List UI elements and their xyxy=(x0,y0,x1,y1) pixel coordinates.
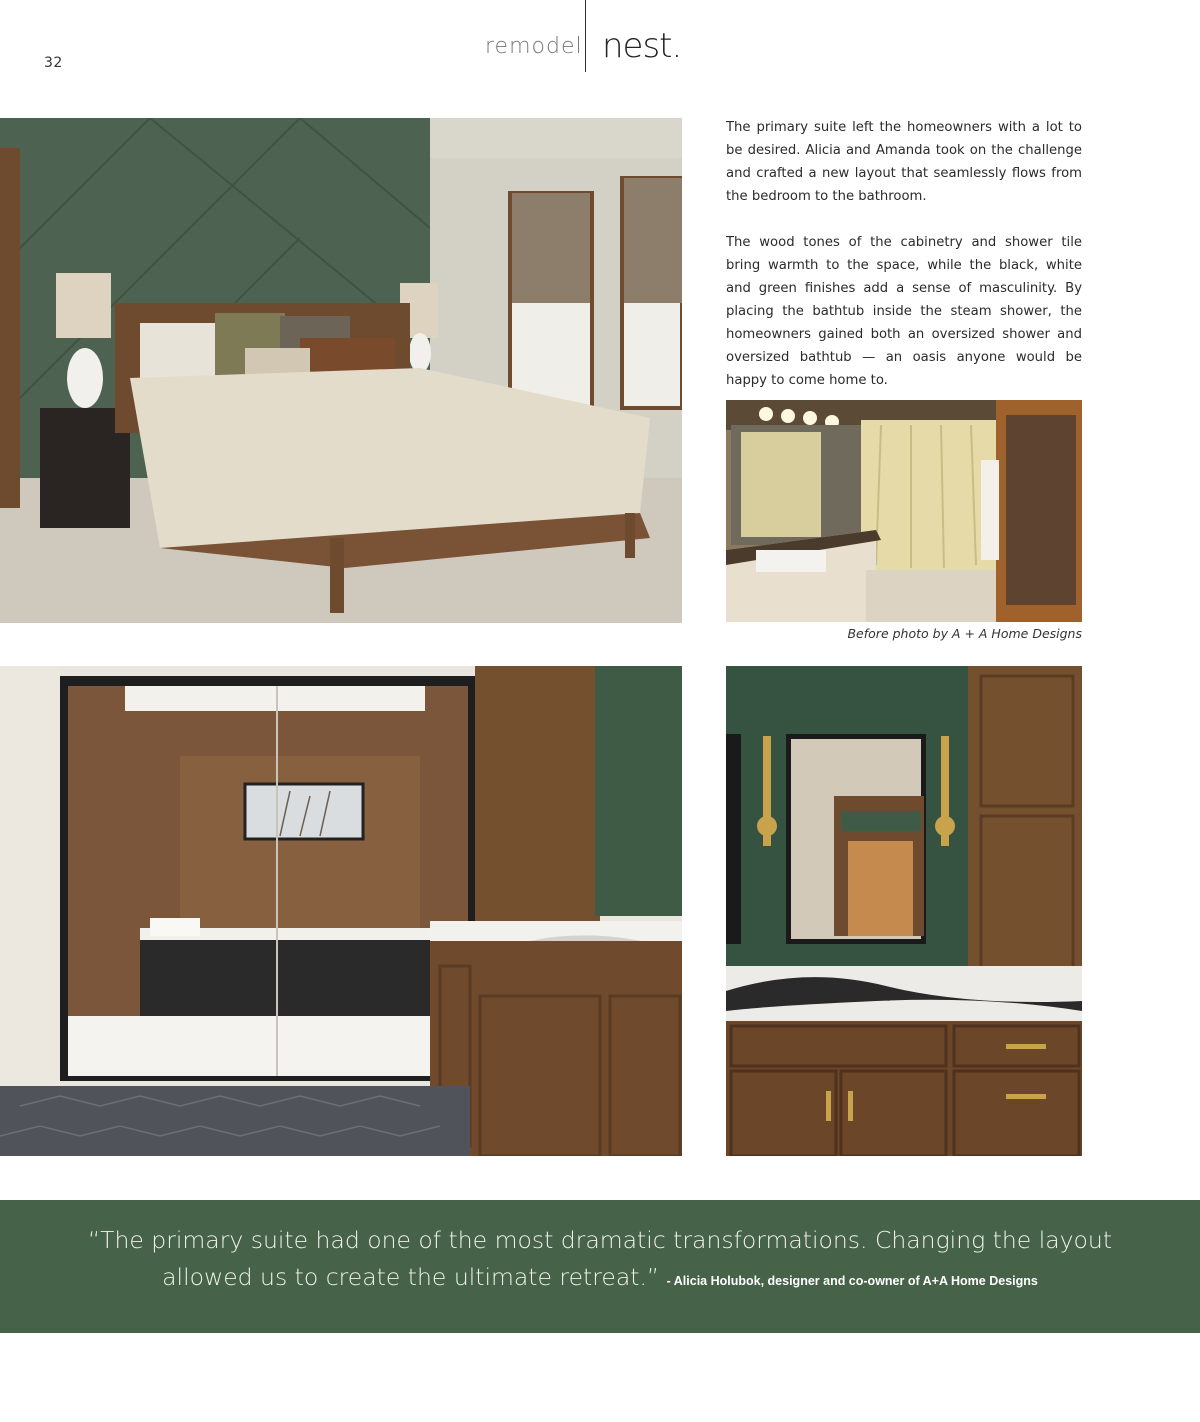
brand-name: nest. xyxy=(602,26,682,66)
pull-quote-band xyxy=(0,1200,1200,1333)
pull-quote-attribution: - Alicia Holubok, designer and co-owner of A+A Home Designs xyxy=(666,1274,1038,1288)
article-body xyxy=(726,116,1082,415)
page-number: 32 xyxy=(44,55,63,71)
section-label: remodel xyxy=(485,34,583,59)
bedroom-photo xyxy=(0,118,682,623)
article-paragraph: The primary suite left the homeowners with a lot to be desired. Alicia and Amanda took on the challenge and crafted a new layout that seamlessly flows from the bedroom to the bathroom. xyxy=(726,120,1082,204)
header-divider xyxy=(585,0,586,72)
brand-logo xyxy=(602,26,681,66)
before-bathroom-photo xyxy=(726,400,1082,622)
article-paragraph: The wood tones of the cabinetry and shower tile bring warmth to the space, while the black, white and green finishes add a sense of masculinity. By placing the bathtub inside the steam shower, the homeowners gained both an oversized shower and oversized bathtub — an oasis anyone would be happy to come home to. xyxy=(726,235,1082,388)
vanity-photo xyxy=(726,666,1082,1156)
pull-quote xyxy=(60,1222,1140,1300)
before-photo-caption: Before photo by A + A Home Designs xyxy=(847,626,1082,641)
pull-quote-text: “The primary suite had one of the most dramatic transformations. Changing the layout allowed us to create the ultimate retreat.” xyxy=(87,1226,1113,1291)
shower-photo xyxy=(0,666,682,1156)
